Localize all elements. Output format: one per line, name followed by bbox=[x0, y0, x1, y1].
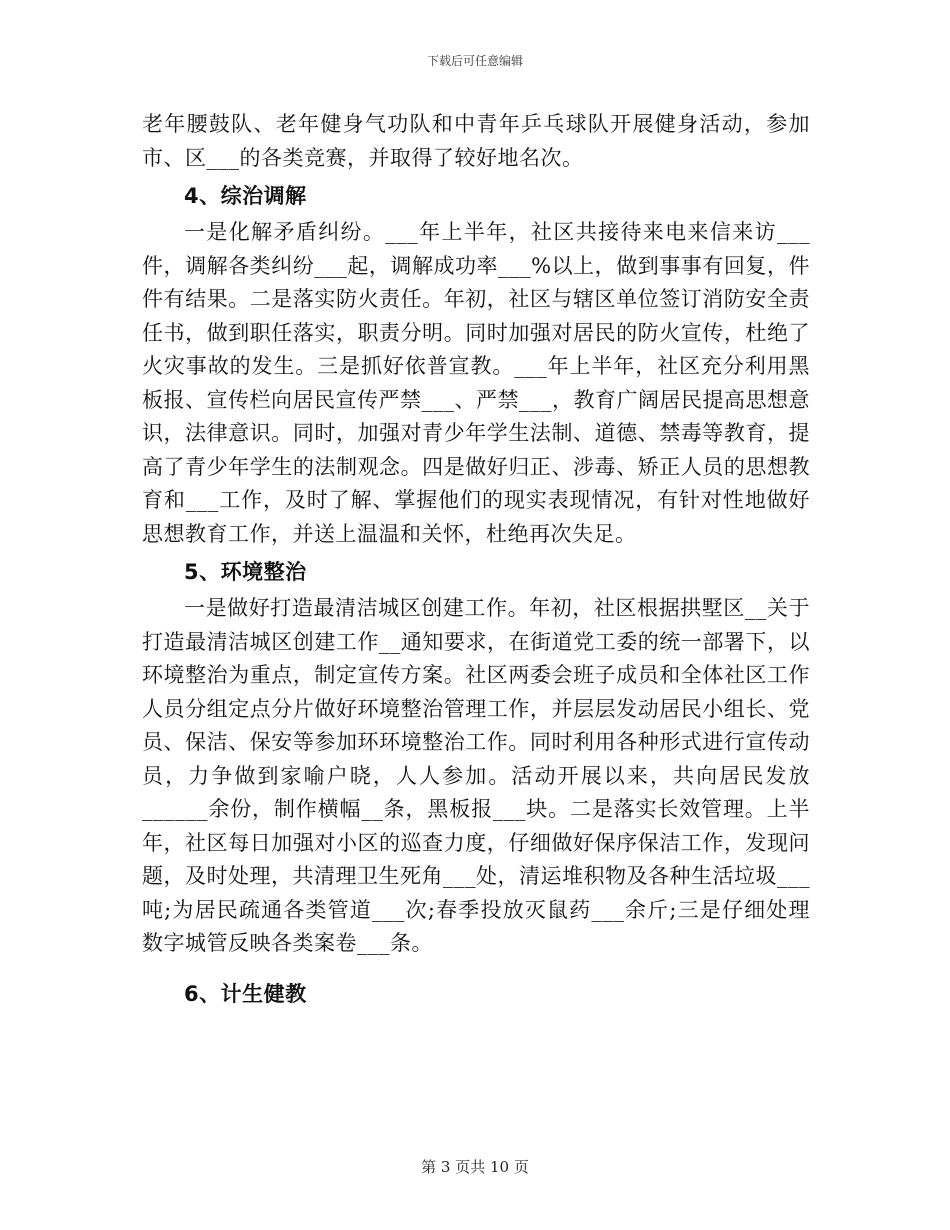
paragraph-environment: 一是做好打造最清洁城区创建工作。年初，社区根据拱墅区__关于打造最清洁城区创建工作__通知要求，在街道党工委的统一部署下，以环境整治为重点，制定宣传方案。社区两委会班子成员和全体社区工作人员分组定点分片做好环境整治管理工作，并层层发动居民小组长、党员、保洁、保安等参加环环境整治工作。同时利用各种形式进行宣传动员，力争做到家喻户晓，人人参加。活动开展以来，共向居民发放______余份，制作横幅__条，黑板报___块。二是落实长效管理。上半年，社区每日加强对小区的巡查力度，仔细做好保序保洁工作，发现问题，及时处理，共清理卫生死角___处，清运堆积物及各种生活垃圾___吨;为居民疏通各类管道___次;春季投放灭鼠药___余斤;三是仔细处理数字城管反映各类案卷___条。 bbox=[142, 596, 810, 955]
section-heading-4: 4、综治调解 bbox=[184, 184, 307, 208]
page-header: 下载后可任意编辑 bbox=[426, 54, 523, 68]
document-body bbox=[142, 108, 810, 1014]
section-heading-6: 6、计生健教 bbox=[184, 981, 307, 1006]
paragraph-mediation: 一是化解矛盾纠纷。___年上半年，社区共接待来电来信来访___件，调解各类纠纷___起，调解成功率___%以上，做到事事有回复，件件有结果。二是落实防火责任。年初，社区与辖区单位签订消防安全责任书，做到职任落实，职责分明。同时加强对居民的防火宣传，杜绝了火灾事故的发生。三是抓好依普宣教。___年上半年，社区充分利用黑板报、宣传栏向居民宣传严禁___、严禁___，教育广阔居民提高思想意识，法律意识。同时，加强对青少年学生法制、道德、禁毒等教育，提高了青少年学生的法制观念。四是做好归正、涉毒、矫正人员的思想教育和___工作，及时了解、掌握他们的现实表现情况，有针对性地做好思想教育工作，并送上温温和关怀，杜绝再次失足。 bbox=[142, 220, 810, 546]
paragraph-intro: 老年腰鼓队、老年健身气功队和中青年乒乓球队开展健身活动，参加市、区___的各类竞赛，并取得了较好地名次。 bbox=[142, 112, 810, 170]
page-number: 第 3 页共 10 页 bbox=[421, 1158, 529, 1176]
section-heading-5: 5、环境整治 bbox=[184, 560, 307, 584]
